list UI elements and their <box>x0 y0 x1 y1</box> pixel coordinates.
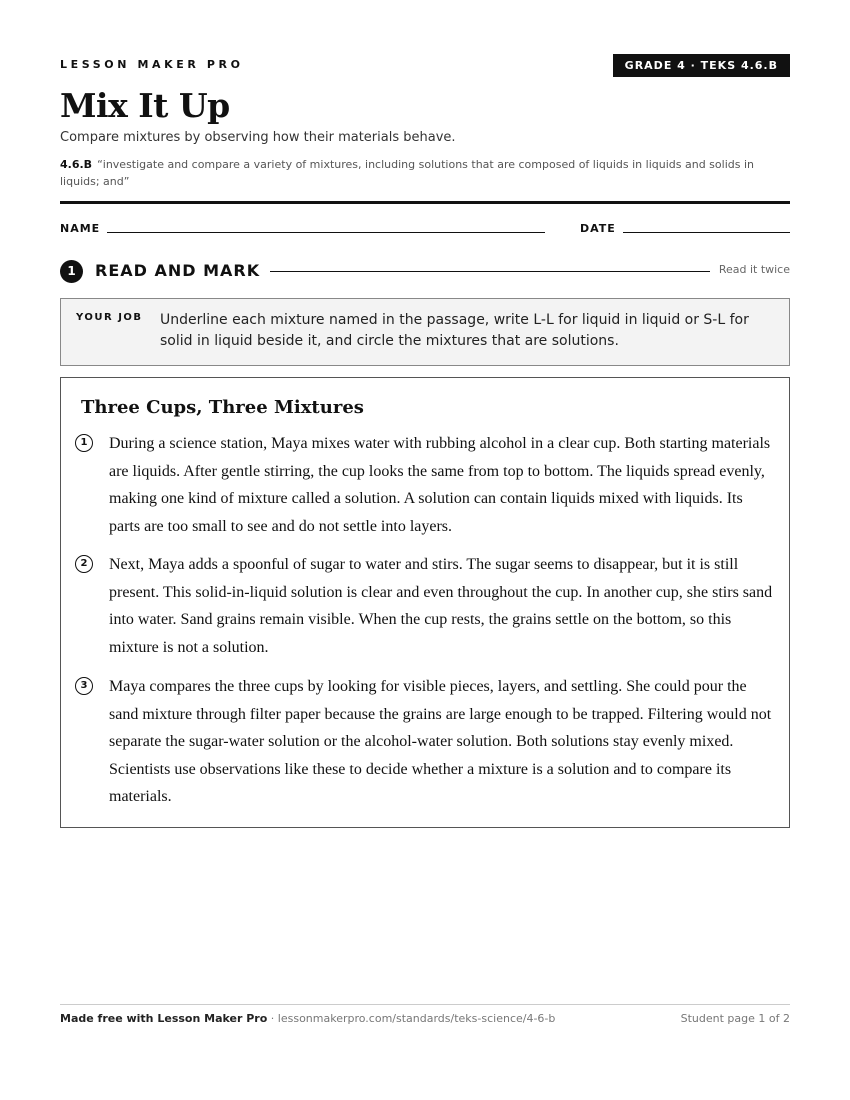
name-label: NAME <box>60 222 101 235</box>
job-instructions-text: Underline each mixture named in the passage, write L-L for liquid in liquid or S-L for solid in liquid beside it, and circle the mixtures that are solutions. <box>160 312 749 349</box>
section-divider <box>270 271 710 272</box>
section-note: Read it twice <box>718 263 790 276</box>
worksheet-page <box>60 0 790 1100</box>
paragraph-number-icon: 1 <box>75 434 93 452</box>
standard-code: 4.6.B <box>60 158 93 171</box>
job-label: YOUR JOB <box>76 312 143 323</box>
paragraph-text: During a science station, Maya mixes water with rubbing alcohol in a clear cup. Both starting materials are liquids. After gentle stirring, the cup looks the same from top to bottom. The liquids spread evenly, making one kind of mixture called a solution. A solution can contain liquids mixed with liquids. Its parts are too small to see and do not settle into layers. <box>109 435 771 535</box>
footer-credit <box>60 1012 555 1025</box>
paragraph-number-icon: 2 <box>75 555 93 573</box>
paragraph-number-icon: 3 <box>75 677 93 695</box>
name-field-line[interactable] <box>107 232 545 233</box>
section-number-badge: 1 <box>60 260 83 283</box>
standard-text: “investigate and compare a variety of mixtures, including solutions that are composed of liquids in liquids and solids in liquids; and” <box>60 158 754 188</box>
section-header <box>60 259 790 283</box>
footer-made-with: Made free with Lesson Maker Pro <box>60 1012 268 1025</box>
footer-url[interactable]: lessonmakerpro.com/standards/teks-science/4-6-b <box>277 1012 556 1025</box>
standard-description <box>60 156 790 190</box>
grade-badge: GRADE 4 · TEKS 4.6.B <box>613 54 790 77</box>
footer-page-info: Student page 1 of 2 <box>680 1012 790 1025</box>
paragraph-text: Next, Maya adds a spoonful of sugar to water and stirs. The sugar seems to disappear, but it is still present. This solid-in-liquid solution is clear and even throughout the cup. In another cup, she stirs sand into water. Sand grains remain visible. When the cup rests, the grains settle on the bottom, so this mixture is not a solution. <box>109 556 773 656</box>
paragraph-text: Maya compares the three cups by looking for visible pieces, layers, and settling. She could pour the sand mixture through filter paper because the grains are large enough to be trapped. Filtering would not separate the sugar-water solution or the alcohol-water solution. Both solutions stay evenly mixed. Scientists use observations like these to decide whether a mixture is a solution and to compare its materials. <box>109 678 772 805</box>
job-instructions-box <box>60 298 790 366</box>
footer-separator: · <box>267 1012 278 1025</box>
name-date-row <box>60 221 790 237</box>
section-title: READ AND MARK <box>95 261 261 280</box>
page-title: Mix It Up <box>60 86 230 125</box>
passage-title: Three Cups, Three Mixtures <box>81 397 364 418</box>
date-field-line[interactable] <box>623 232 790 233</box>
header-divider <box>60 201 790 204</box>
brand-name: LESSON MAKER PRO <box>60 58 244 71</box>
footer-divider <box>60 1004 790 1005</box>
date-label: DATE <box>580 222 616 235</box>
reading-passage <box>60 377 790 828</box>
page-subtitle: Compare mixtures by observing how their materials behave. <box>60 130 456 145</box>
